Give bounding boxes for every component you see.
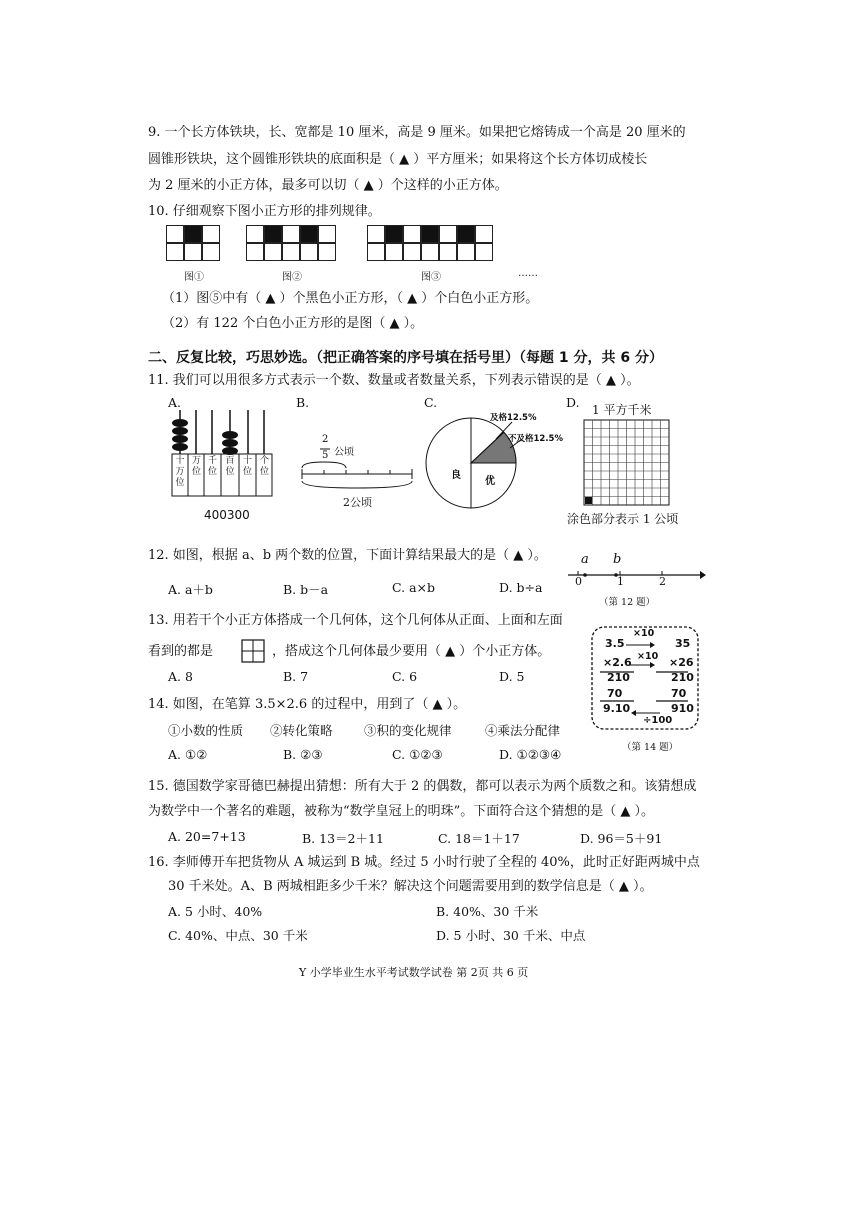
white-square (300, 243, 318, 261)
white-square (202, 243, 220, 261)
white-square (439, 225, 457, 243)
q9-line-2: 圆锥形铁块，这个圆锥形铁块的底面积是（ ▲ ）平方厘米；如果将这个长方体切成棱长 (148, 152, 648, 167)
fraction-numerator: 2 (322, 434, 329, 445)
pie-fail-label: 不及格12.5% (508, 434, 563, 444)
section-2-heading: 二、反复比较，巧思妙选。（把正确答案的序号填在括号里）（每题 1 分，共 6 分） (148, 350, 663, 366)
white-square (246, 225, 264, 243)
q14-figure-caption: （第 14 题） (622, 742, 679, 753)
q16-option-d: D. 5 小时、30 千米、中点 (436, 928, 586, 943)
q14-item-3: ③积的变化规律 (364, 723, 452, 738)
grid-caption: 涂色部分表示 1 公顷 (567, 512, 679, 526)
fig-2-caption: 图② (282, 272, 302, 283)
q13-option-a: A. 8 (168, 669, 193, 684)
calc-right-2: ×26 (669, 656, 694, 669)
pie-good-label: 良 (451, 470, 461, 481)
pie-chart-figure (424, 408, 574, 518)
q13-option-d: D. 5 (499, 669, 525, 684)
tick-0-label: 0 (575, 575, 582, 588)
white-square (166, 243, 184, 261)
q15-option-c: C. 18＝1＋17 (438, 831, 520, 846)
q10-part-1: （1）图⑤中有（ ▲ ）个黑色小正方形，（ ▲ ）个白色小正方形。 (162, 291, 539, 306)
place-label: 十位 (242, 456, 252, 477)
white-square (282, 225, 300, 243)
white-square (282, 243, 300, 261)
calc-divide-100: ÷100 (643, 715, 673, 726)
total-label: 2公顷 (343, 496, 372, 509)
place-label: 十万位 (175, 456, 185, 488)
fig-3-caption: 图③ (421, 272, 441, 283)
tick-2-label: 2 (659, 575, 666, 588)
calc-right-5: 910 (671, 702, 694, 715)
q13-line-1: 13. 用若干个小正方体搭成一个几何体，这个几何体从正面、上面和左面 (148, 613, 563, 628)
q15-line-1: 15. 德国数学家哥德巴赫提出猜想：所有大于 2 的偶数，都可以表示为两个质数之和。该猜想成 (148, 779, 697, 794)
q16-line-2: 30 千米处。A、B 两城相距多少千米？解决这个问题需要用到的数学信息是（ ▲ ）。 (168, 879, 653, 894)
q14-option-d: D. ①②③④ (499, 747, 562, 762)
place-label: 个位 (259, 456, 269, 477)
four-square-view-icon (240, 638, 268, 666)
square-pattern-figures (166, 225, 538, 285)
q15-option-d: D. 96＝5＋91 (580, 831, 663, 846)
calc-left-2: ×2.6 (603, 656, 632, 669)
black-square (264, 225, 282, 243)
white-square (475, 243, 493, 261)
q10-stem: 10. 仔细观察下图小正方形的排列规律。 (148, 204, 381, 219)
q16-line-1: 16. 李师傅开车把货物从 A 城运到 B 城。经过 5 小时行驶了全程的 40%，此时正好距两城中点 (148, 855, 700, 870)
calc-left-1: 3.5 (605, 637, 625, 650)
place-label: 千位 (207, 456, 217, 477)
q14-item-1: ①小数的性质 (168, 723, 244, 738)
black-square (457, 225, 475, 243)
abacus-value: 400300 (204, 508, 250, 522)
white-square (475, 225, 493, 243)
grid-title: 1 平方千米 (592, 403, 652, 417)
page-footer: Y 小学毕业生水平考试数学试卷 第 2页 共 6 页 (299, 966, 529, 979)
q11-option-d-label: D. (566, 395, 580, 410)
calc-right-4: 70 (671, 687, 687, 700)
white-square (403, 243, 421, 261)
white-square (421, 243, 439, 261)
black-square (385, 225, 403, 243)
q12-figure-caption: （第 12 题） (599, 597, 656, 608)
white-square (403, 225, 421, 243)
q11-option-b-label: B. (296, 395, 310, 410)
q16-option-c: C. 40%、中点、30 千米 (168, 928, 308, 943)
white-square (184, 243, 202, 261)
fraction-unit: 公顷 (334, 447, 354, 458)
calc-left-3: 210 (607, 671, 630, 684)
q9-line-1: 9. 一个长方体铁块，长、宽都是 10 厘米，高是 9 厘米。如果把它熔铸成一个高是 20 厘米的 (148, 125, 686, 140)
q14-item-2: ②转化策略 (270, 723, 333, 738)
calc-right-1: 35 (675, 637, 691, 650)
q13-option-b: B. 7 (283, 669, 309, 684)
white-square (457, 243, 475, 261)
white-square (385, 243, 403, 261)
white-square (318, 243, 336, 261)
calc-times-10-a: ×10 (633, 628, 655, 639)
q15-option-a: A. 20=7+13 (168, 829, 246, 844)
calc-left-5: 9.10 (603, 702, 631, 715)
q12-option-a: A. a＋b (168, 582, 213, 597)
q12-option-d: D. b÷a (499, 580, 543, 595)
calc-left-4: 70 (607, 687, 623, 700)
q11-stem: 11. 我们可以用很多方式表示一个数、数量或者数量关系，下列表示错误的是（ ▲ ）。 (148, 373, 640, 388)
calc-text-layer (595, 629, 707, 729)
tick-1-label: 1 (617, 575, 624, 588)
hectare-grid (582, 418, 674, 510)
q16-option-b: B. 40%、30 千米 (436, 904, 539, 919)
q10-part-2: （2）有 122 个白色小正方形的是图（ ▲ ）。 (162, 316, 424, 331)
black-square (184, 225, 202, 243)
q16-option-a: A. 5 小时、40% (168, 904, 263, 919)
q13-line-2-end: ，搭成这个几何体最少要用（ ▲ ）个小正方体。 (272, 644, 551, 659)
pie-excellent-label: 优 (485, 476, 495, 487)
black-square (421, 225, 439, 243)
place-label: 百位 (225, 456, 235, 477)
q11-option-c-label: C. (424, 395, 438, 410)
q12-option-c: C. a×b (392, 580, 435, 595)
fraction-denominator: 5 (322, 450, 329, 461)
fig-1-caption: 图① (184, 272, 204, 283)
point-a-label: a (581, 552, 589, 567)
q14-option-a: A. ①② (168, 747, 208, 762)
white-square (166, 225, 184, 243)
q14-stem: 14. 如图，在笔算 3.5×2.6 的过程中，用到了（ ▲ ）。 (148, 697, 467, 712)
point-b-label: b (613, 552, 622, 567)
calc-times-10-b: ×10 (637, 651, 659, 662)
q15-option-b: B. 13＝2＋11 (302, 831, 384, 846)
white-square (439, 243, 457, 261)
q15-line-2: 为数学中一个著名的难题，被称为“数学皇冠上的明珠”。下面符合这个猜想的是（ ▲ ）。 (148, 804, 655, 819)
q12-option-b: B. b－a (283, 582, 329, 597)
q14-option-b: B. ②③ (283, 747, 323, 762)
white-square (264, 243, 282, 261)
white-square (367, 243, 385, 261)
white-square (246, 243, 264, 261)
white-square (367, 225, 385, 243)
pie-pass-label: 及格12.5% (490, 413, 537, 423)
place-label: 万位 (191, 456, 201, 477)
q13-option-c: C. 6 (392, 669, 418, 684)
q14-option-c: C. ①②③ (392, 747, 443, 762)
white-square (202, 225, 220, 243)
calc-right-3: 210 (671, 671, 694, 684)
ellipsis: …… (518, 268, 538, 279)
black-square (300, 225, 318, 243)
q13-line-2-start: 看到的都是 (148, 644, 214, 659)
q11-option-a-label: A. (168, 395, 182, 410)
white-square (318, 225, 336, 243)
q14-item-4: ④乘法分配律 (485, 723, 561, 738)
q9-line-3: 为 2 厘米的小正方体，最多可以切（ ▲ ）个这样的小正方体。 (148, 178, 508, 193)
q12-stem: 12. 如图，根据 a、b 两个数的位置，下面计算结果最大的是（ ▲ ）。 (148, 548, 547, 563)
